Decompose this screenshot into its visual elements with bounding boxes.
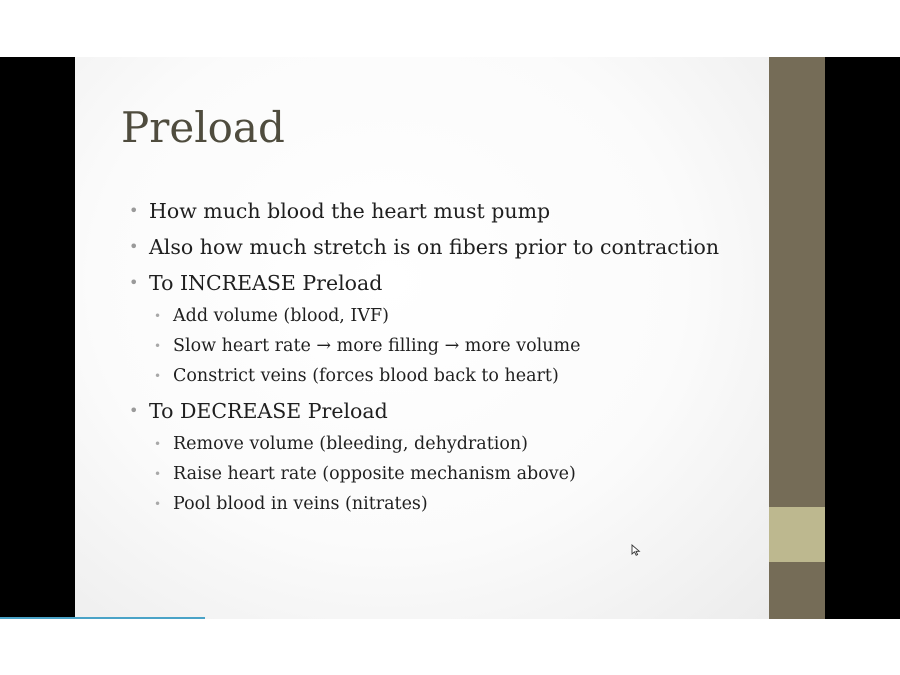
sub-bullet-text: Pool blood in veins (nitrates) [173,494,428,514]
sub-bullet-text: Remove volume (bleeding, dehydration) [173,434,528,454]
bullet-icon: • [129,401,139,420]
sub-bullet-list [127,429,757,519]
slide-bullet-list [127,193,757,521]
sub-bullet-item [127,361,757,391]
bullet-icon: • [129,273,139,292]
bullet-text: Also how much stretch is on fibers prior to contraction [149,235,720,259]
bullet-text: To DECREASE Preload [149,399,388,423]
top-margin [0,0,900,57]
sub-list-container [127,429,757,519]
bullet-item [127,393,757,429]
sub-bullet-icon: • [154,497,162,511]
bottom-margin [0,619,900,675]
letterbox-left [0,57,75,619]
sub-bullet-icon: • [154,309,162,323]
sub-bullet-item [127,429,757,459]
sub-bullet-icon: • [154,437,162,451]
bullet-icon: • [129,237,139,256]
sub-bullet-icon: • [154,467,162,481]
slide-title: Preload [121,103,285,152]
sub-bullet-icon: • [154,339,162,353]
bullet-icon: • [129,201,139,220]
video-progress-bar[interactable] [0,617,205,619]
bullet-text: How much blood the heart must pump [149,199,551,223]
presentation-slide [75,57,769,619]
sub-bullet-text: Constrict veins (forces blood back to heart) [173,366,559,386]
bullet-item [127,193,757,229]
sub-bullet-text: Add volume (blood, IVF) [173,306,389,326]
bullet-item [127,229,757,265]
sub-bullet-item [127,459,757,489]
letterbox-right [825,57,900,619]
bullet-text: To INCREASE Preload [149,271,383,295]
sub-bullet-text: Raise heart rate (opposite mechanism above) [173,464,576,484]
mouse-pointer-icon [631,544,641,556]
sub-bullet-item [127,489,757,519]
bullet-item [127,265,757,301]
slide-side-accent [769,507,825,562]
sub-bullet-list [127,301,757,391]
sub-bullet-item [127,331,757,361]
sub-bullet-text: Slow heart rate → more filling → more volume [173,336,581,356]
sub-bullet-icon: • [154,369,162,383]
sub-list-container [127,301,757,391]
sub-bullet-item [127,301,757,331]
